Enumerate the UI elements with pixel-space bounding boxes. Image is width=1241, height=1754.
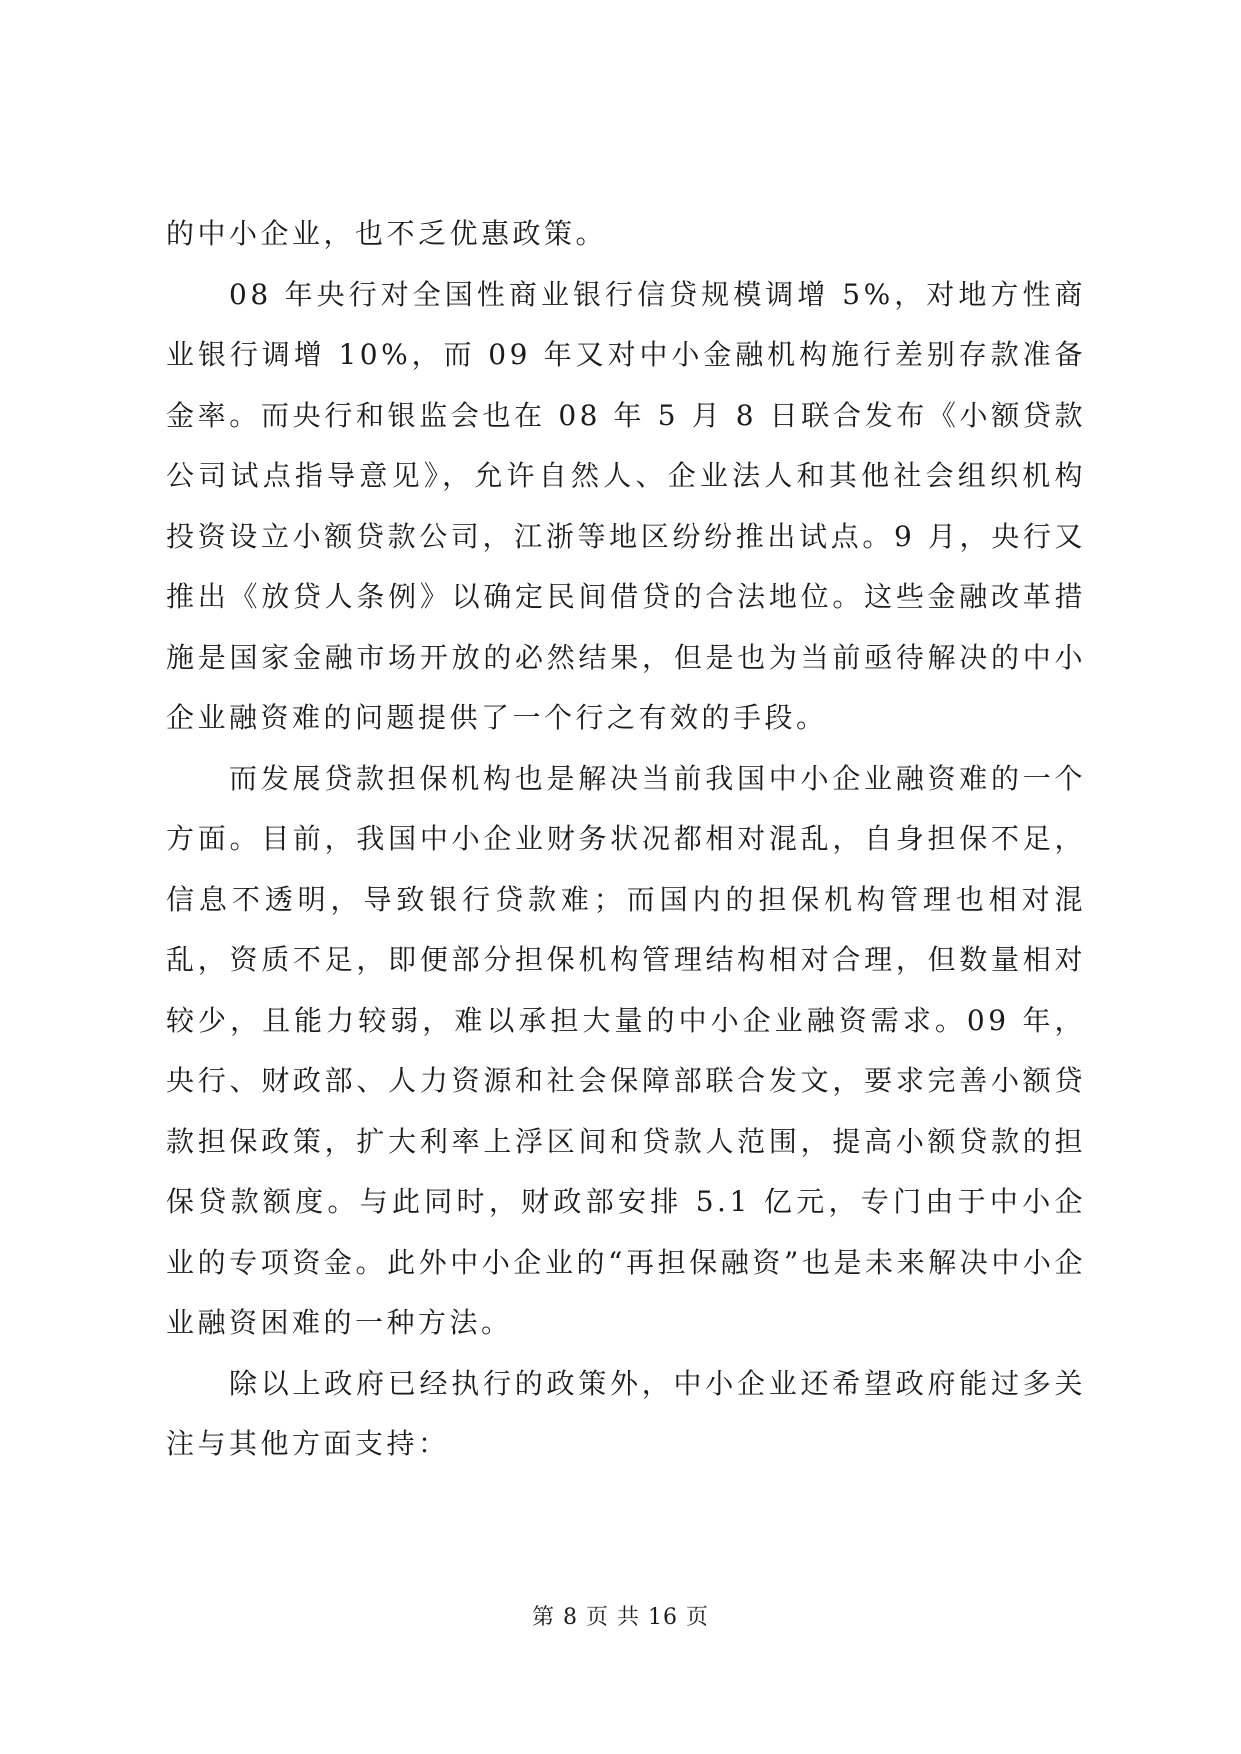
page-number-footer: 第 8 页 共 16 页 (532, 1605, 709, 1630)
paragraph-guarantee-institutions: 而发展贷款担保机构也是解决当前我国中小企业融资难的一个方面。目前，我国中小企业财务状况都相对混乱，自身担保不足，信息不透明，导致银行贷款难；而国内的担保机构管理也相对混乱，资质不足，即便部分担保机构管理结构相对合理，但数量相对较少，且能力较弱，难以承担大量的中小企业融资需求。09 年，央行、财政部、人力资源和社会保障部联合发文，要求完善小额贷款担保政策，扩大利率上浮区间和贷款人范围，提高小额贷款的担保贷款额度。与此同时，财政部安排 5.1 亿元，专门由于中小企业的专项资金。此外中小企业的“再担保融资”也是未来解决中小企业融资困难的一种方法。 (166, 761, 1086, 1339)
paragraph-continuation: 的中小企业，也不乏优惠政策。 (166, 217, 608, 250)
document-body (166, 204, 1086, 1475)
paragraph-central-bank-policy: 08 年央行对全国性商业银行信贷规模调增 5%，对地方性商业银行调增 10%，而 09 年又对中小金融机构施行差别存款准备金率。而央行和银监会也在 08 年 5 月 8 日联合发布《小额贷款公司试点指导意见》，允许自然人、企业法人和其他社会组织机构投资设立小额贷款公司，江浙等地区纷纷推出试点。9 月，央行又推出《放贷人条例》以确定民间借贷的合法地位。这些金融改革措施是国家金融市场开放的必然结果，但是也为当前亟待解决的中小企业融资难的问题提供了一个行之有效的手段。 (166, 277, 1086, 734)
paragraph-other-support: 除以上政府已经执行的政策外，中小企业还希望政府能过多关注与其他方面支持： (166, 1366, 1086, 1460)
